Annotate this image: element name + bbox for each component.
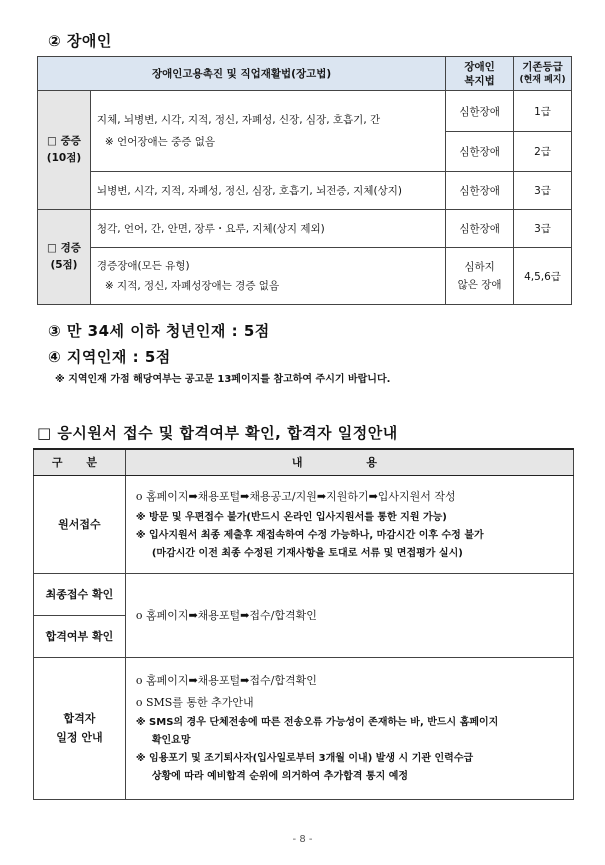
pass-check-label: 합격여부 확인	[34, 615, 126, 657]
local-note: ※ 지역인재 가점 해당여부는 공고문 13페이지를 참고하여 주시기 바랍니다.	[55, 374, 391, 385]
severe-grade-3: 3급	[514, 172, 572, 210]
mild-grade-1: 3급	[514, 210, 572, 248]
section-title-youth: ③ 만 34세 이하 청년인재 : 5점	[48, 322, 270, 340]
section-title-disabled: ② 장애인	[48, 32, 112, 50]
severe-grade-1: 1급	[514, 91, 572, 132]
page-number: - 8 -	[292, 834, 313, 845]
final-check-content: o 홈페이지➡채용포털➡접수/합격확인	[125, 573, 573, 657]
mild-desc-2: 경증장애(모든 유형) ※ 지적, 정신, 자폐성장애는 경증 없음	[90, 248, 445, 305]
header-welfare: 장애인 복지법	[446, 57, 514, 91]
application-content: o 홈페이지➡채용포털➡채용공고/지원➡지원하기➡입사지원서 작성 ※ 방문 및 우편접수 불가(반드시 온라인 입사지원서를 통한 지원 가능) ※ 입사지원서 최종 제출후 재접속하여 수정 가능하나, 마감시간 이후 수정 불가 (마감시간 이전 최종 수정된 기재사항을 토대로 서류 및 면접평가 실시)	[125, 475, 573, 573]
header-law: 장애인고용촉진 및 직업재활법(장고법)	[38, 57, 446, 91]
severe-welfare-1: 심한장애	[446, 91, 514, 132]
severe-desc: 지체, 뇌병변, 시각, 지적, 정신, 자폐성, 신장, 심장, 호흡기, 간 ※ 언어장애는 중증 없음	[90, 91, 445, 172]
mild-grade-2: 4,5,6급	[514, 248, 572, 305]
disability-table	[37, 56, 572, 305]
schedule-table	[33, 448, 574, 800]
severe-grade-2: 2급	[514, 132, 572, 172]
schedule-content: o 홈페이지➡채용포털➡접수/합격확인 o SMS를 통한 추가안내 ※ SMS의 경우 단체전송에 따른 전송오류 가능성이 존재하는 바, 반드시 홈페이지 확인요망 ※ 임용포기 및 조기퇴사자(입사일로부터 3개월 이내) 발생 시 기관 인력수급 상황에 따라 예비합격 순위에 의거하여 추가합격 통지 예정	[125, 657, 573, 799]
severe-label: □ 중증 (10점)	[38, 91, 91, 210]
severe-welfare-2: 심한장애	[446, 132, 514, 172]
header-content: 내 용	[125, 449, 573, 475]
final-check-label: 최종접수 확인	[34, 573, 126, 615]
header-grade: 기존등급 (현재 폐지)	[514, 57, 572, 91]
application-label: 원서접수	[34, 475, 126, 573]
mild-label: □ 경증 (5점)	[38, 210, 91, 305]
mild-desc-1: 청각, 언어, 간, 안면, 장루・요루, 지체(상지 제외)	[90, 210, 445, 248]
mild-welfare-2: 심하지 않은 장애	[446, 248, 514, 305]
section-title-local: ④ 지역인재 : 5점	[48, 348, 171, 366]
severe-welfare-3: 심한장애	[446, 172, 514, 210]
schedule-section-title: □ 응시원서 접수 및 합격여부 확인, 합격자 일정안내	[37, 424, 398, 442]
mild-welfare-1: 심한장애	[446, 210, 514, 248]
schedule-label: 합격자 일정 안내	[34, 657, 126, 799]
header-category: 구 분	[34, 449, 126, 475]
severe-desc-3: 뇌병변, 시각, 지적, 자폐성, 정신, 심장, 호흡기, 뇌전증, 지체(상지)	[90, 172, 445, 210]
